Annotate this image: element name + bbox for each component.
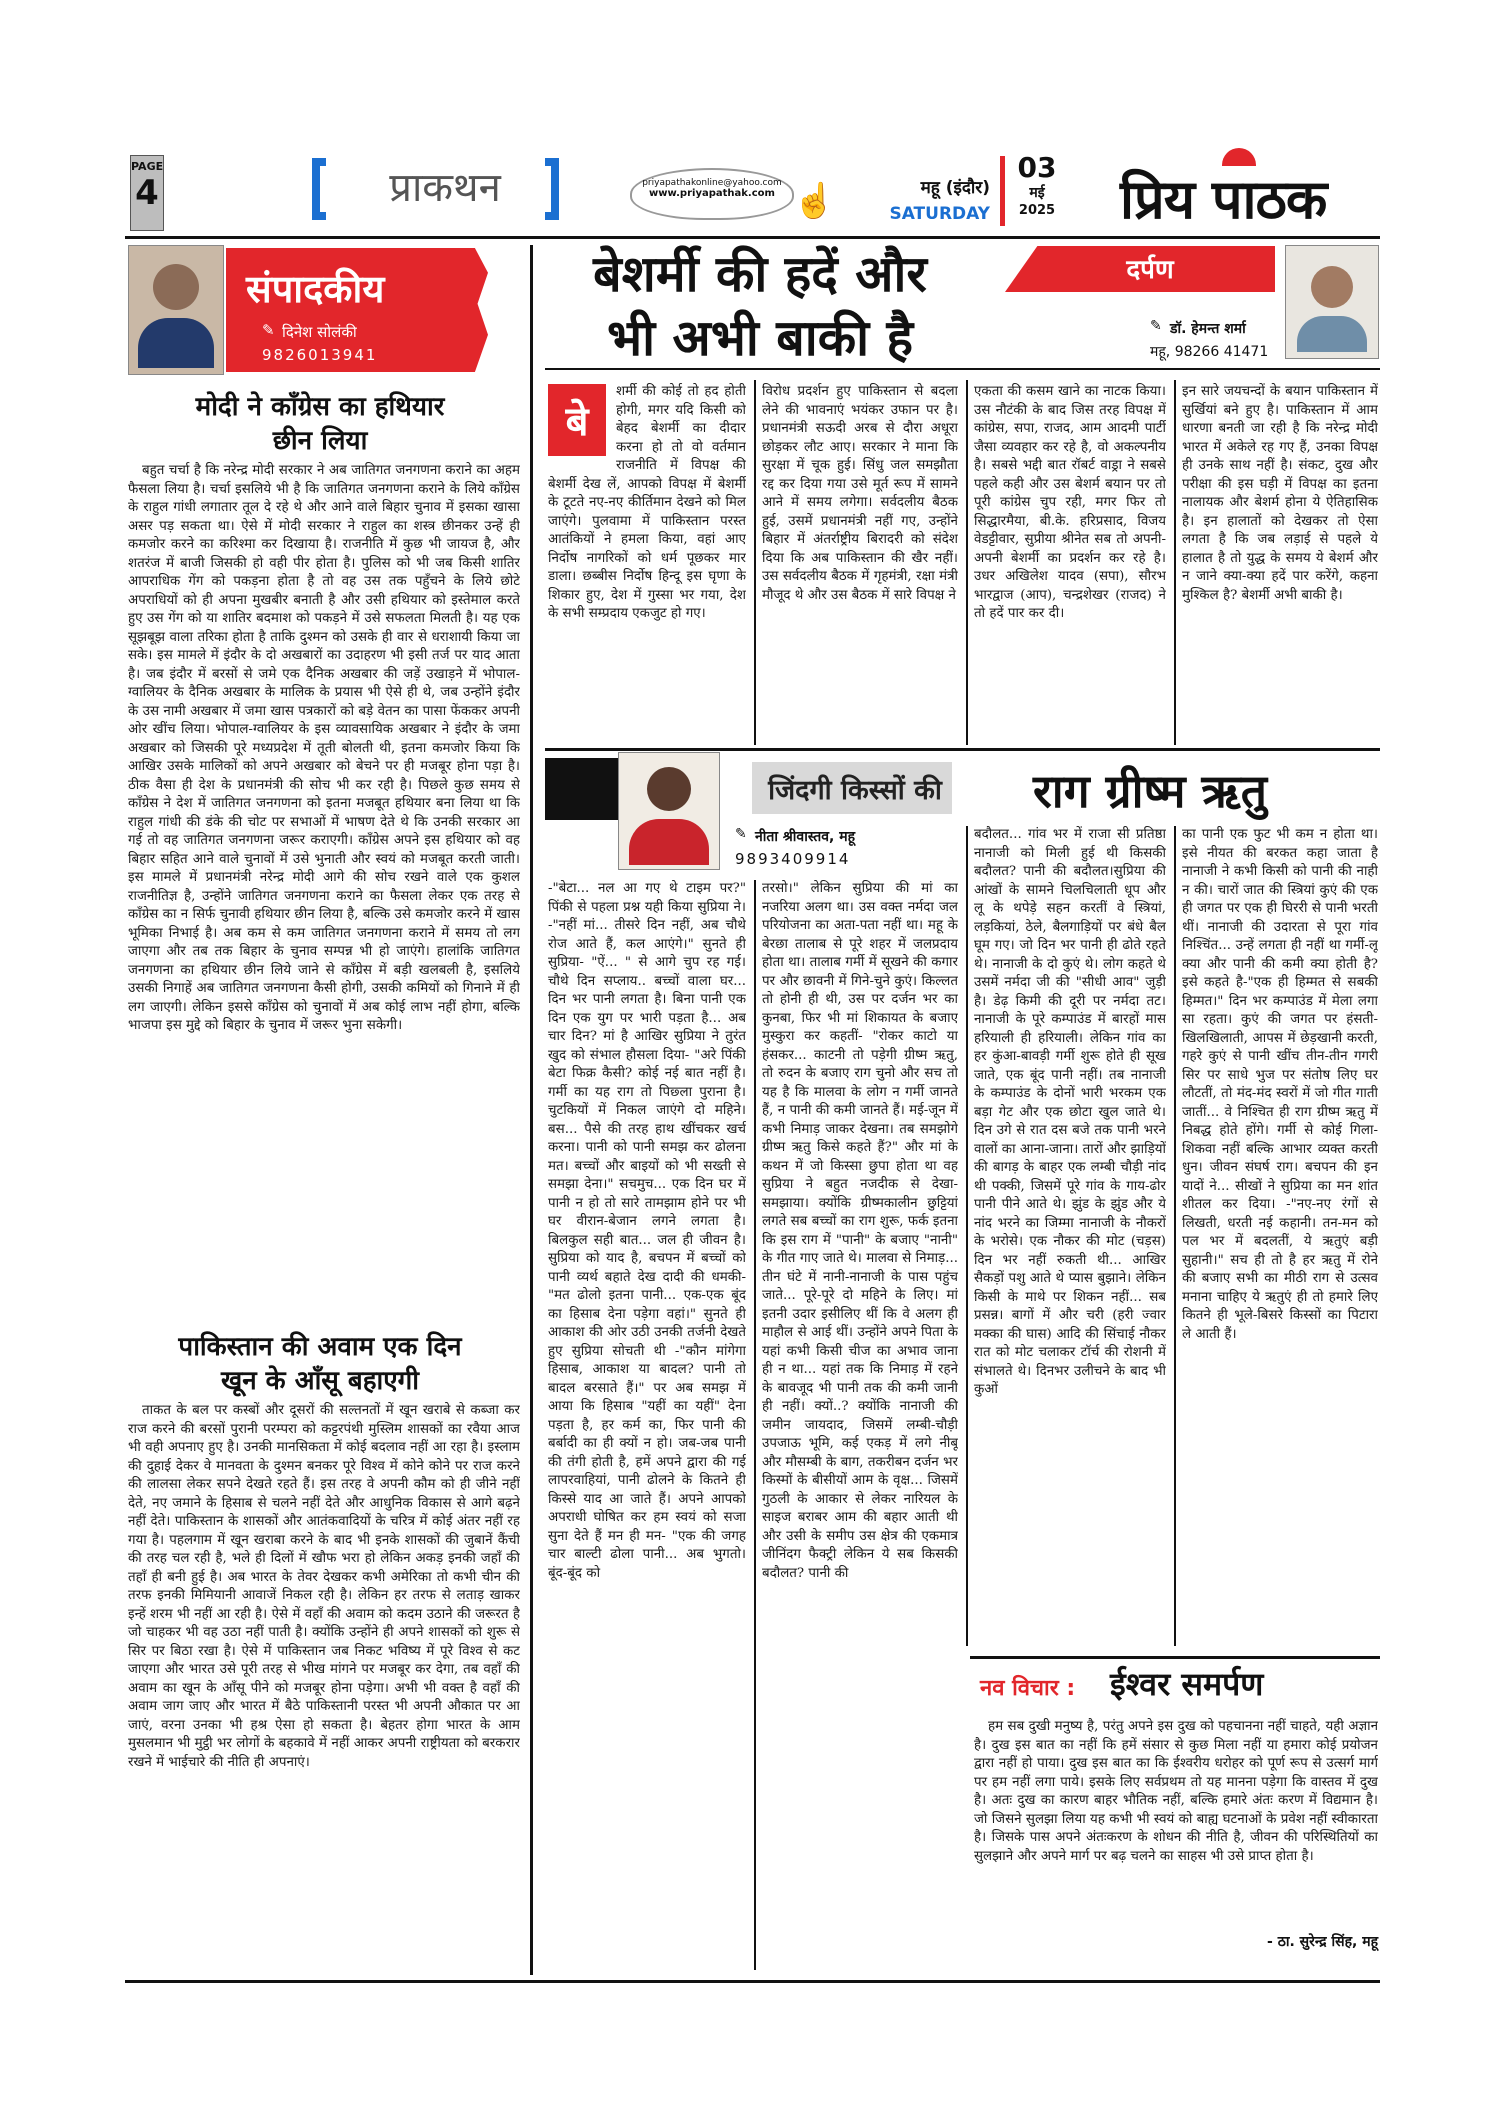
column-divider-4 (1174, 380, 1176, 745)
page-number: 4 (135, 173, 159, 213)
zindagi-author-photo (618, 752, 720, 870)
pen-icon: ✎ (1150, 318, 1162, 334)
darpan-col-1 (548, 383, 746, 745)
darpan-bottom-rule (545, 748, 1380, 751)
column-divider-1 (530, 245, 533, 1975)
footer-rule (125, 1980, 1380, 1983)
nav-vichar-title: ईश्वर समर्पण (1110, 1665, 1264, 1703)
darpan-author: डॉ. हेमन्त शर्मा (1170, 321, 1246, 337)
header-rule (125, 236, 1380, 239)
zindagi-col-4 (1182, 826, 1378, 1646)
zindagi-text-2: तरसो।" लेकिन सुप्रिया की मां का नजरिया अलग था। उस वक्त नर्मदा जल परियोजना का अता-पता नहीं था। महू के बेरछा तालाब से पूरे शहर में जलप्रदाय होता था। तालाब गर्मी में सूखने की कगार पर और छावनी में गिने-चुने कुएं। किल्लत तो होनी ही थी, उस पर दर्जन भर का कुनबा, फिर भी मां शिकायत के बजाए मुस्कुरा कर कहतीं- "रोकर काटो या हंसकर... काटनी तो पड़ेगी ग्रीष्म ऋतु, तो रुदन के बजाए राग चुनो और सच तो यह है कि मालवा के लोग न गर्मी जानते हैं, न पानी की कमी जानते हैं। मई-जून में कभी निमाड़ जाकर देखना। तब समझोगे ग्रीष्म ऋतु किसे कहते हैं?" और मां के कथन में जो किस्सा छुपा होता था वह सुप्रिया ने बहुत नजदीक से देखा-समझाया। क्योंकि ग्रीष्मकालीन छुट्टियां लगते सब बच्चों का राग शुरू, फर्क इतना कि इस राग में "पानी" के बजाए "नानी" के गीत गाए जाते थे। मालवा से निमाड़... तीन घंटे में नानी-नानाजी के पास पहुंच जाते... पूरे-पूरे दो महिने के लिए। मां इतनी उदार इसीलिए थीं कि वे अलग ही माहौल से आई थीं। उन्होंने अपने पिता के यहां कभी किसी चीज का अभाव जाना ही न था... यहां तक कि निमाड़ में रहने के बावजूद भी पानी तक की कमी जानी ही नहीं। क्यों..? क्योंकि नानाजी की जमीन जायदाद, जिसमें लम्बी-चौड़ी उपजाऊ भूमि, कई एकड़ में लगे नीबू और मौसम्बी के बाग, तकरीबन दर्जन भर किस्मों के बीसीयों आम के वृक्ष... जिसमें गुठली के आकार से लेकर नारियल के साइज बराबर आम की बहार आती थी और उसी के समीप उस क्षेत्र की एकमात्र जीनिंदग फैक्ट्री लेकिन ये सब किसकी बदौलत? पानी की (762, 881, 958, 1581)
column-divider-7 (1174, 826, 1176, 1646)
logo-crest-icon (1222, 148, 1256, 166)
column-divider-2 (754, 380, 756, 745)
darpan-text-3: एकता की कसम खाने का नाटक किया। उस नौटंकी के बाद जिस तरह विपक्ष में कांग्रेस, सपा, राजद, आम आदमी पार्टी जैसा व्यवहार कर रहे है, वो अकल्पनीय है। सबसे भद्दी बात रॉबर्ट वाड्रा ने सबसे पहले कही और उस बेशर्म बयान पर तो पूरी कांग्रेस चुप रही, मगर फिर तो सिद्धारमैया, बी.के. हरिप्रसाद, विजय वेडट्टीवार, सुप्रीया श्रीनेत सब तो अपनी-अपनी बेशर्मी का प्रदर्शन कर रहे है। उधर अखिलेश यादव (सपा), सौरभ भारद्वाज (आप), चन्द्रशेखर (राजद) ने तो हदें पार कर दी। (974, 384, 1166, 621)
darpan-contact: महू, 98266 41471 (1150, 344, 1269, 360)
darpan-author-photo (1285, 245, 1379, 359)
nav-vichar-body (974, 1718, 1378, 1914)
darpan-col-2 (762, 383, 958, 745)
pen-icon: ✎ (735, 826, 747, 842)
paper-logo: प्रिय पाठक (1120, 168, 1327, 231)
nav-vichar-text: हम सब दुखी मनुष्य है, परंतु अपने इस दुख को पहचानना नहीं चाहते, यही अज्ञान है। दुख इस बात का नहीं कि हमें संसार से कुछ मिला नहीं या हमारा कोई प्रयोजन द्वारा नहीं हो पाया। दुख इस बात का कि ईश्वरीय धरोहर को पूर्ण रूप से उत्सर्ग मार्ग पर हम नहीं लगा पाये। इसके लिए सर्वप्रथम तो यह मानना पड़ेगा कि वास्तव में दुख है। अतः दुख का कारण बाहर भौतिक नहीं, बल्कि हमारे अंतः करण में विद्यमान है। जो जिसने सुलझा लिया यह कभी भी स्वयं को बाह्य घटनाओं के प्रवेश नहीं स्वीकारता है। जिसके पास अपने अंतःकरण के शोधन की नीति है, जीवन की परिस्थितियों का सुलझाने और अपने मार्ग पर बढ़ चलने का साहस भी उसे प्राप्त होता है। (974, 1719, 1378, 1864)
editorial-headline-1: मोदी ने काँग्रेस का हथियार छीन लिया (195, 392, 445, 456)
darpan-rule (545, 368, 1380, 370)
nav-vichar-signature: - ठा. सुरेन्द्र सिंह, महू (1267, 1934, 1378, 1950)
date-day: 03 (1017, 151, 1057, 184)
editorial-body-2 (128, 1402, 520, 1972)
web-contact (630, 168, 794, 220)
editorial-body-1 (128, 462, 520, 1320)
section-title: प्राकथन (389, 165, 501, 211)
darpan-banner-title: दर्पण (1126, 255, 1174, 285)
darpan-col-3 (974, 383, 1166, 745)
email-text: priyapathakonline@yahoo.com (642, 178, 782, 188)
zindagi-text-3: बदौलत... गांव भर में राजा सी प्रतिष्ठा नानाजी को मिली हुई थी किसकी बदौलत? पानी की बदौलत।सुप्रिया की आंखों के सामने चिलचिलाती धूप और लू के थपेड़े सहन करतीं वे स्त्रियां, लड़कियां, ठेले, बैलगाड़ियों पर बंधे बैल घूम गए। जो दिन भर पानी ही ढोते रहते थे। नानाजी के दो कुएं थे। लोग कहते थे उसमें नर्मदा जी की "सीधी आव" जुड़ी है। डेढ़ किमी की दूरी पर नर्मदा तट। नानाजी के पूरे कम्पाउंड में बारहों मास हरियाली ही हरियाली। लेकिन गांव का हर कुंआ-बावड़ी गर्मी शुरू होते ही सूख जाते, एक बूंद पानी नहीं। तब नानाजी के कम्पाउंड के दोनों भारी भरकम एक बड़ा गेट और एक छोटा खुल जाते थे। दिन उगे से रात दस बजे तक पानी भरने वालों का आना-जाना। तारों और झाड़ियों की बागड़ के बाहर एक लम्बी चौड़ी नांद थी पक्की, जिसमें पूरे गांव के गाय-ढोर पानी पीने आते थे। झुंड के झुंड और ये नांद भरने का जिम्मा नानाजी के नौकरों के भरोसे। एक नौकर की मोट (चड़स) दिन भर नहीं रुकती थी... आखिर सैकड़ों पशु आते थे प्यास बुझाने। लेकिन किसी के माथे पर शिकन नहीं... सब प्रसन्न। बागों में और चरी (हरी ज्वार मक्का की घास) आदि की सिंचाई नौकर रात को मोट चलाकर टॉर्च की रोशनी में संभालते थे। दिनभर उलीचने के बाद भी कुओं (974, 827, 1166, 1397)
website-text: www.priyapathak.com (649, 188, 775, 199)
zindagi-col-3 (974, 826, 1166, 1646)
section-bracket-right (545, 158, 559, 220)
zindagi-headline: राग ग्रीष्म ऋतु (1032, 764, 1267, 818)
date-block (1012, 152, 1062, 220)
zindagi-phone: 9893409914 (735, 850, 851, 868)
page-badge (130, 155, 164, 231)
editorial-banner-title: संपादकीय (246, 267, 385, 311)
zindagi-col-2 (762, 880, 958, 1970)
pen-icon: ✎ (262, 321, 275, 339)
pointer-hand-icon: ☝ (793, 181, 836, 221)
editorial-author: दिनेश सोलंकी (282, 323, 357, 341)
nav-vichar-rule (970, 1656, 1380, 1659)
darpan-text-2: विरोध प्रदर्शन हुए पाकिस्तान से बदला लेने की भावनाएं भयंकर उफान पर है। प्रधानमंत्री सऊदी अरब से दौरा अधूरा छोड़कर लौट आए। सरकार ने माना कि सुरक्षा में चूक हुई। सिंधु जल समझौता रद्द कर दिया गया उसे मूर्त रूप में सामने आने में समय लगेगा। सर्वदलीय बैठक हुई, उसमें प्रधानमंत्री नहीं गए, उन्होंने बिहार में अंतर्राष्ट्रीय बिरादरी को संदेश दिया कि अब पाकिस्तान की खैर नहीं। उस सर्वदलीय बैठक में गृहमंत्री, रक्षा मंत्री मौजूद थे और उस बैठक में सारे विपक्ष ने (762, 384, 958, 603)
zindagi-text-4: का पानी एक फुट भी कम न होता था। इसे नीयत की बरकत कहा जाता है नानाजी ने कभी किसी को पानी की नाही न की। चारों जात की स्त्रियां कुएं की एक ही जगत पर एक ही घिररी से पानी भरती थीं। नानाजी की उदारता से पूरा गांव निश्चिंत... उन्हें लगता ही नहीं था गर्मी-लू क्या और पानी की कमी क्या होती है? इसे कहते है-"एक ही हिम्मत से सबकी हिम्मत।" दिन भर कम्पाउंड में मेला लगा सा रहता। कुएं की जगत पर हंसती-खिलखिलाती, आपस में छेड़खानी करती, गहरे कुएं से पानी खींच तीन-तीन गगरी सिर पर साधे भुज पर संतोष लिए घर लौटतीं, तो मंद-मंद स्वरों में जो गीत गाती जातीं... वे निश्चित ही राग ग्रीष्म ऋतु में निबद्ध होते होंगे। गर्मी से कोई गिला-शिकवा नहीं बल्कि आभार व्यक्त करती धुन। जीवन संघर्ष राग। बचपन की इन यादों ने... सीखों ने सुप्रिया का मन शांत शीतल कर दिया। -"नए-नए रंगों से लिखती, धरती नई कहानी। तन-मन को पल भर में बदलतीं, ये ऋतुएं बड़ी सुहानी।" सच ही तो है हर ऋतु में रोने की बजाए सभी का मीठी राग से उत्सव मनाना चाहिए ये ऋतुएं ही तो हमारे लिए कितने ही भूले-बिसरे किस्सों का पिटारा ले आती हैं। (1182, 827, 1378, 1342)
column-divider-5 (754, 880, 756, 1970)
zindagi-banner-title: जिंदगी किस्सों की (768, 775, 942, 806)
date-year: 2025 (1018, 203, 1056, 218)
nav-vichar-prefix: नव विचार : (980, 1676, 1076, 1701)
date-divider (1000, 156, 1005, 226)
darpan-text-1: शर्मी की कोई तो हद होती होगी, मगर यदि किसी को बेहद बेशर्मी का दीदार करना हो तो वो वर्तमान राजनीति में विपक्ष की बेशर्मी देख लें, आपको विपक्ष में बेशर्मी के टूटते नए-नए कीर्तिमान देखने को मिल जाएंगे। पुलवामा में पाकिस्तान परस्त आतंकियों ने हमला किया, वहां आए निर्दोष नागरिकों को धर्म पूछकर मार डाला। छब्बीस निर्दोष हिन्दू इस घृणा के शिकार हुए, देश में गुस्सा भर गया, देश के सभी सम्प्रदाय एकजुट हो गए। (548, 384, 746, 621)
darpan-text-4: इन सारे जयचन्दों के बयान पाकिस्तान में सुर्खियां बने हुए है। पाकिस्तान में आम धारणा बनती जा रही है कि नरेन्द्र मोदी भारत में अकेले रह गए हैं, उनका विपक्ष ही उनके साथ नहीं है। संकट, दुख और परीक्षा की इस घड़ी में विपक्ष का इतना नालायक और बेशर्म होना ये ऐतिहासिक है। इन हालातों को देखकर तो ऐसा लगता है कि जब लड़ाई से पहले ये हालात है तो युद्ध के समय ये बेशर्म और न जाने क्या-क्या हदें पार करेंगे, कहना मुश्किल है? बेशर्मी अभी बाकी है। (1182, 384, 1378, 603)
city-label: महू (इंदौर) (920, 178, 990, 198)
date-month: मई (1029, 185, 1045, 201)
editor-photo (128, 245, 224, 375)
zindagi-text-1: -"बेटा... नल आ गए थे टाइम पर?" पिंकी से पहला प्रश्न यही किया सुप्रिया ने। -"नहीं मां... तीसरे दिन नहीं, अब चौथे रोज आते हैं, कल आएंगे।" सुनते ही सुप्रिया- "ऐं... " से आगे चुप रह गई। चौथे दिन सप्लाय.. बच्चों वाला घर... दिन भर पानी लगता है। बिना पानी एक दिन एक युग पर भारी पड़ता है... अब चार दिन? मां है आखिर सुप्रिया ने तुरंत खुद को संभाल हौसला दिया- "अरे पिंकी बेटा फिक्र कैसी? कोई नई बात नहीं है। गर्मी का यह राग तो पिछ्ला पुराना है। चुटकियों में निकल जाएंगे दो महिने। बस... पैसे की तरह हाथ खींचकर खर्च करना। पानी को पानी समझ कर ढोलना मत। बच्चों और बाइयों को भी सख्ती से समझा देना।" सचमुच... एक दिन घर में पानी न हो तो सारे तामझाम होने पर भी घर वीरान-बेजान लगने लगता है। बिलकुल सही बात... जल ही जीवन है। सुप्रिया को याद है, बचपन में बच्चों को पानी व्यर्थ बहाते देख दादी की धमकी- "मत ढोलो इतना पानी... एक-एक बूंद का हिसाब देना पड़ेगा वहां।" सुनते ही आकाश की ओर उठी उनकी तर्जनी देखते हुए सुप्रिया सोचती थी -"कौन मांगेगा हिसाब, आकाश या बादल? पानी तो बादल बरसाते हैं।" पर अब समझ में आया कि हिसाब "यहीं का यहीं" देना पड़ता है, हर कर्म का, फिर पानी की बर्बादी का ही क्यों न हो। जब-जब पानी की तंगी होती है, हमें अपने द्वारा की गई लापरवाहियां, पानी ढोलने के कितने ही किस्से याद आ जाते हैं। अपने आपको अपराधी घोषित कर हम स्वयं को सजा सुना देते हैं मन ही मन- "एक की जगह चार बाल्टी ढोला पानी... अब भुगतो। बूंद-बूंद को (548, 881, 746, 1581)
column-divider-6 (966, 826, 968, 1646)
zindagi-col-1 (548, 880, 746, 1970)
darpan-headline: बेशर्मी की हदें और भी अभी बाकी है (593, 245, 927, 367)
editorial-phone: 9826013941 (262, 346, 378, 364)
drop-cap: बे (565, 399, 589, 445)
section-bracket-left (312, 158, 326, 220)
zindagi-author: नीता श्रीवास्तव, महू (755, 829, 856, 845)
darpan-col-4 (1182, 383, 1378, 745)
column-divider-3 (966, 380, 968, 745)
day-label: SATURDAY (889, 204, 990, 224)
editorial-paragraph: ताकत के बल पर कस्बों और दूसरों की सल्तनतों में खून खराबे से कब्जा कर राज करने की बरसों पुरानी परम्परा को कट्टरपंथी मुस्लिम शासकों का रवैया आज भी वही अपनाए हुए है। उनकी मानसिकता में कोई बदलाव नहीं आ रहा है। इस्लाम की दुहाई देकर वे मानवता के दुश्मन बनकर पूरे विश्व में कोने कोने पर राज करने की लालसा लेकर सपने देखते रहते हैं। इस तरह वे अपनी कौम को ही जीने नहीं देते, नए जमाने के हिसाब से चलने नहीं देते और आधुनिक विकास से आगे बढ़ने नहीं देते। पाकिस्तान के शासकों और आतंकवादियों के चरित्र में कोई अंतर नहीं रह गया है। पहलगाम में खून खराबा करने के बाद भी इनके शासकों की जुबानें कैंची की तरह चल रही है, भले ही दिलों में खौफ भरा हो लेकिन अकड़ इनकी जहाँ की तहाँ ही बनी हुई है। अब भारत के तेवर देखकर कभी अमेरिका तो कभी चीन की तरफ इनकी मिमियानी आवाजें निकल रही है। लेकिन हर तरफ से लताड़ खाकर इन्हें शरम भी नहीं आ रही है। ऐसे में वहाँ की अवाम को कदम उठाने की जरूरत है जो चाहकर भी वह उठा नहीं पाती है। क्योंकि उन्होंने ही अपने शासकों को शुरू से सिर पर बिठा रखा है। ऐसे में पाकिस्तान जब निकट भविष्य में पूरे विश्व से कट जाएगा और भारत उसे पूरी तरह से भीख मांगने पर मजबूर कर देगा, तब वहाँ की अवाम का खून के आँसू पीने को मजबूर होना पड़ेगा। अभी भी वक्त है वहाँ की अवाम जाग जाए और भारत में बैठे पाकिस्तानी परस्त भी अपनी औकात पर आ जाएं, वरना उनका भी हश्र ऐसा हो सकता है। बेहतर होगा भारत के आम मुसलमान भी मुट्ठी भर लोगों के बहकावे में नहीं आकर अपनी राष्ट्रीयता को बरकरार रखने में भाईचारे की नीति ही अपनाएं। (128, 1403, 520, 1770)
editorial-headline-2: पाकिस्तान की अवाम एक दिन खून के आँसू बहाएगी (178, 1332, 462, 1396)
editorial-paragraph: बहुत चर्चा है कि नरेन्द्र मोदी सरकार ने अब जातिगत जनगणना कराने का अहम फैसला लिया है। चर्चा इसलिये भी है कि जातिगत जनगणना कराने के लिये काँग्रेस के राहुल गांधी लगातार तूल दे रहे थे और आने वाले बिहार चुनाव में इसका खासा असर पड़ सकता था। ऐसे में मोदी सरकार ने राहुल का शस्त्र छीनकर उन्हें ही कमजोर करने का करिश्मा कर दिखाया है। राजनीति में कुछ भी जायज है, और शतरंज में बाजी जिसकी हो वही पीर होता है। पुलिस को भी जब किसी शातिर आपराधिक गेंग को पकड़ना होता है तो वह उस तक पहुँचने के लिये छोटे अपराधियों को ही अपना मुखबीर बनाती है और उसी हथियार को इस्तेमाल करते हुए उस गेंग को या शातिर बदमाश को पकड़ने में उसे सफलता मिलती है। यह एक सूझबूझ वाला तरिका होता है ताकि दुश्मन को उसके ही वार से धराशायी किया जा सके। इस मामले में इंदौर के दो अखबारों का उदाहरण भी इसी तर्ज पर याद आता है। जब इंदौर में बरसों से जमे एक दैनिक अखबार की जड़ें उखाड़ने में भोपाल-ग्वालियर के दैनिक अखबार के मालिक के प्रयास भी ऐसे ही थे, जब उन्होंने इंदौर के उस नामी अखबार में जमा खास पत्रकारों को बड़े वेतन का पासा फेंककर अपनी ओर खींच लिया। भोपाल-ग्वालियर के इस व्यावसायिक अखबार ने इंदौर के जमा अखबार को जिसकी पूरे मध्यप्रदेश में तूती बोलती थी, इतना कमजोर किया कि आखिर उसके मालिकों को अपने अखबार को बेचने पर ही मजबूर होना पड़ा है। ठीक वैसा ही देश के प्रधानमंत्री की सोच भी कर रही है। पिछले कुछ समय से कॉंग्रेस ने देश में जातिगत जनगणना को इतना मजबूत हथियार बना लिया था कि राहुल गांधी की डंके की चोट पर सभाओं में भाषण देते थे कि उनकी सरकार आ गई तो वह जातिगत जनगणना जरूर कराएगी। कॉंग्रेस अपने इस हथियार को वह बिहार सहित आने वाले चुनावों में उसे भुनाती और स्वयं को मजबूत करती जाती। इस मामले में प्रधानमंत्री नरेन्द्र मोदी आगे की सोच रखने वाले एक कुशल राजनीतिज्ञ है, उन्होंने जातिगत जनगणना कराने का फैसला लेकर एक तरह से कॉंग्रेस का न सिर्फ चुनावी हथियार छीन लिया है, बल्कि उसे कमजोर करने में खास भूमिका निभाई है। अब कम से कम जातिगत जनगणना कराने में समय तो लग जाएगा और तब तक बिहार के चुनाव सम्पन्न भी हो जाएंगे। हालांकि जातिगत जनगणना का हथियार छीन लिये जाने से कॉंग्रेस में बड़ी खलबली है, इसलिये उसकी निगाहें अब जातिगत जनगणना कैसी होगी, उसकी कमियों को गिनाने में ही लग जाएगी। लेकिन इससे कॉंग्रेस को चुनावों में अब कोई लाभ नहीं होगा, बल्कि भाजपा इस मुद्दे को बिहार के चुनाव में जरूर भुना सकेगी। (128, 463, 520, 1033)
page-label: PAGE (131, 160, 164, 173)
